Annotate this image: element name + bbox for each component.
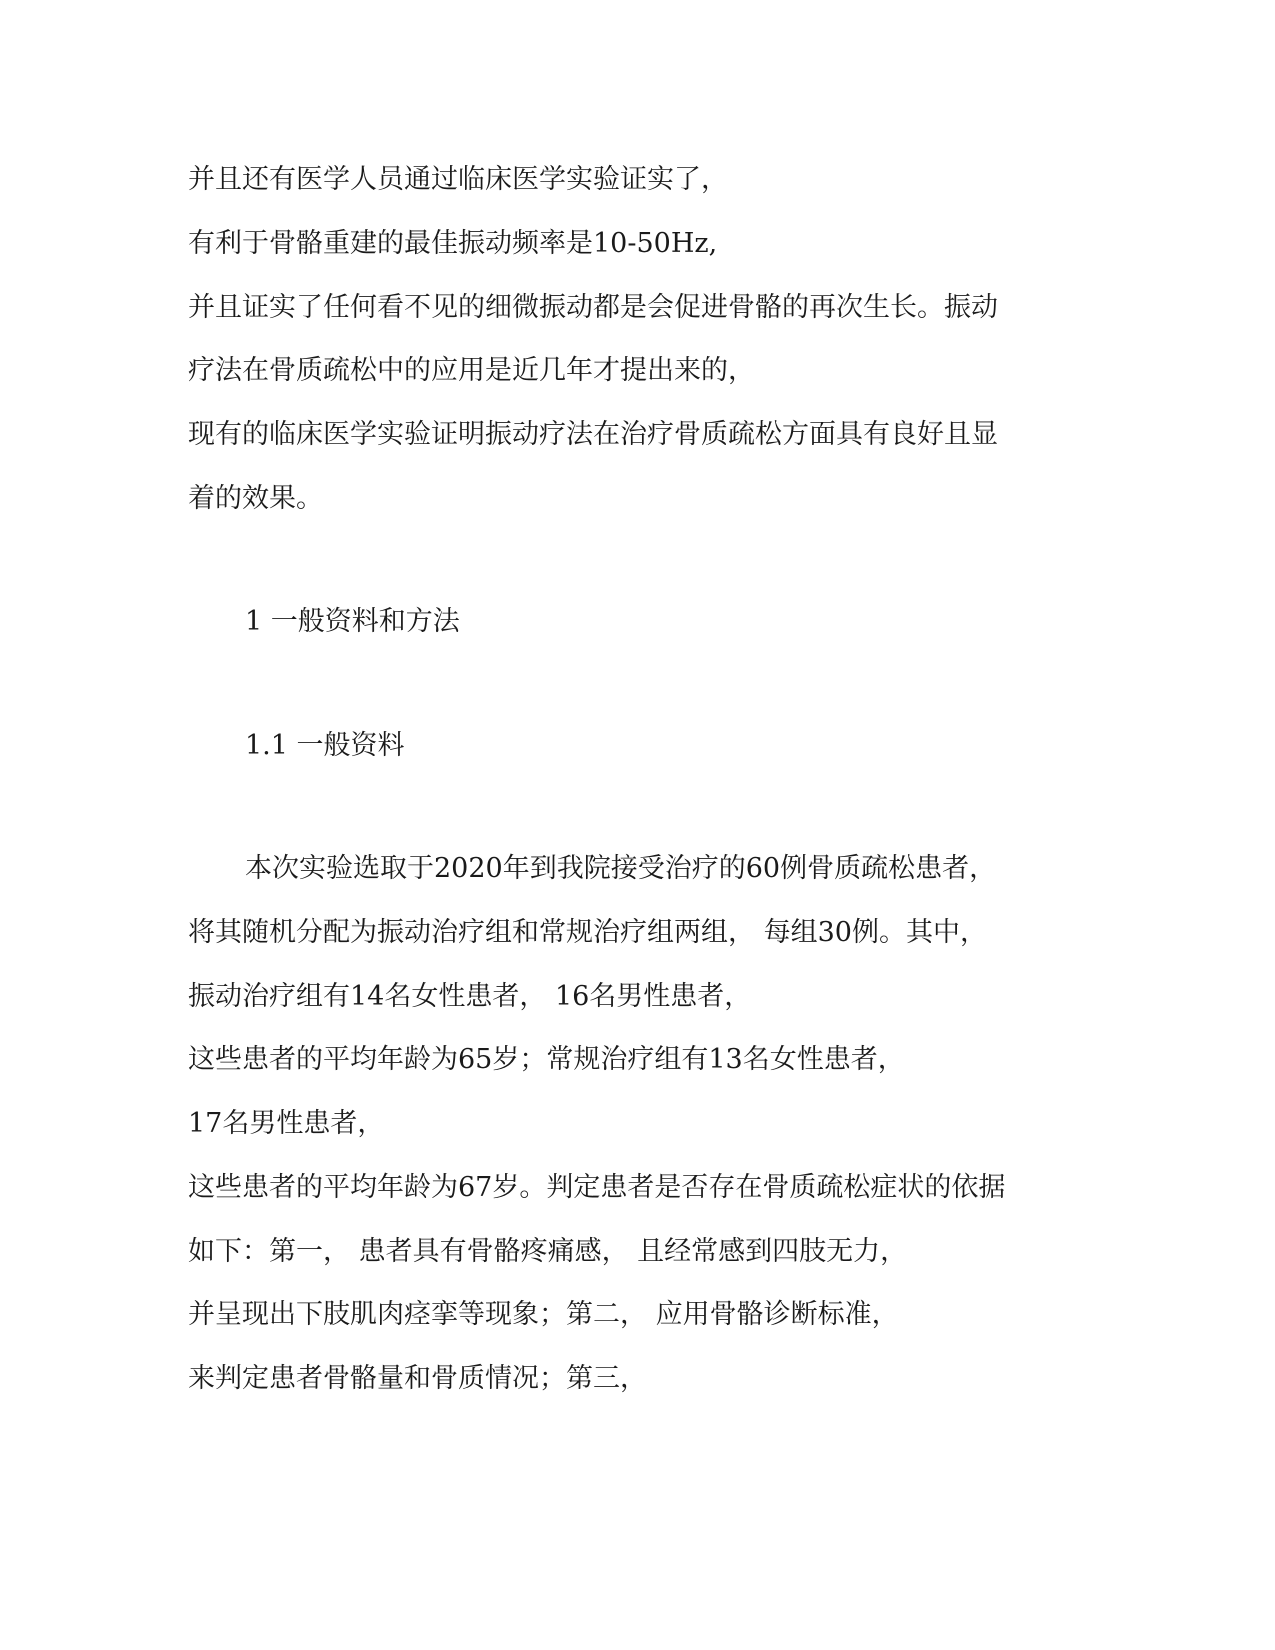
text-line: 17名男性患者， — [188, 1108, 385, 1139]
text-line: 这些患者的平均年龄为67岁。判定患者是否存在骨质疏松症状的依据 — [188, 1172, 1006, 1203]
text-line: 这些患者的平均年龄为65岁；常规治疗组有13名女性患者， — [188, 1044, 905, 1075]
text-line: 振动治疗组有14名女性患者， 16名男性患者， — [188, 981, 752, 1012]
section-heading: 1 一般资料和方法 — [245, 606, 460, 637]
text-line: 来判定患者骨骼量和骨质情况；第三， — [188, 1363, 647, 1394]
text-line: 本次实验选取于2020年到我院接受治疗的60例骨质疏松患者， — [245, 853, 997, 884]
text-line: 并呈现出下肢肌肉痉挛等现象；第二， 应用骨骼诊断标准， — [188, 1299, 899, 1330]
subsection-heading: 1.1 一般资料 — [245, 730, 405, 761]
text-line: 疗法在骨质疏松中的应用是近几年才提出来的， — [188, 355, 755, 386]
text-line: 有利于骨骼重建的最佳振动频率是10-50Hz, — [188, 228, 718, 259]
text-line: 如下：第一， 患者具有骨骼疼痛感， 且经常感到四肢无力， — [188, 1236, 908, 1267]
text-line: 并且证实了任何看不见的细微振动都是会促进骨骼的再次生长。振动 — [188, 292, 998, 323]
text-line: 并且还有医学人员通过临床医学实验证实了， — [188, 164, 728, 195]
text-line: 现有的临床医学实验证明振动疗法在治疗骨质疏松方面具有良好且显 — [188, 419, 998, 450]
text-line: 将其随机分配为振动治疗组和常规治疗组两组， 每组30例。其中， — [188, 917, 987, 948]
text-line: 着的效果。 — [188, 483, 323, 514]
